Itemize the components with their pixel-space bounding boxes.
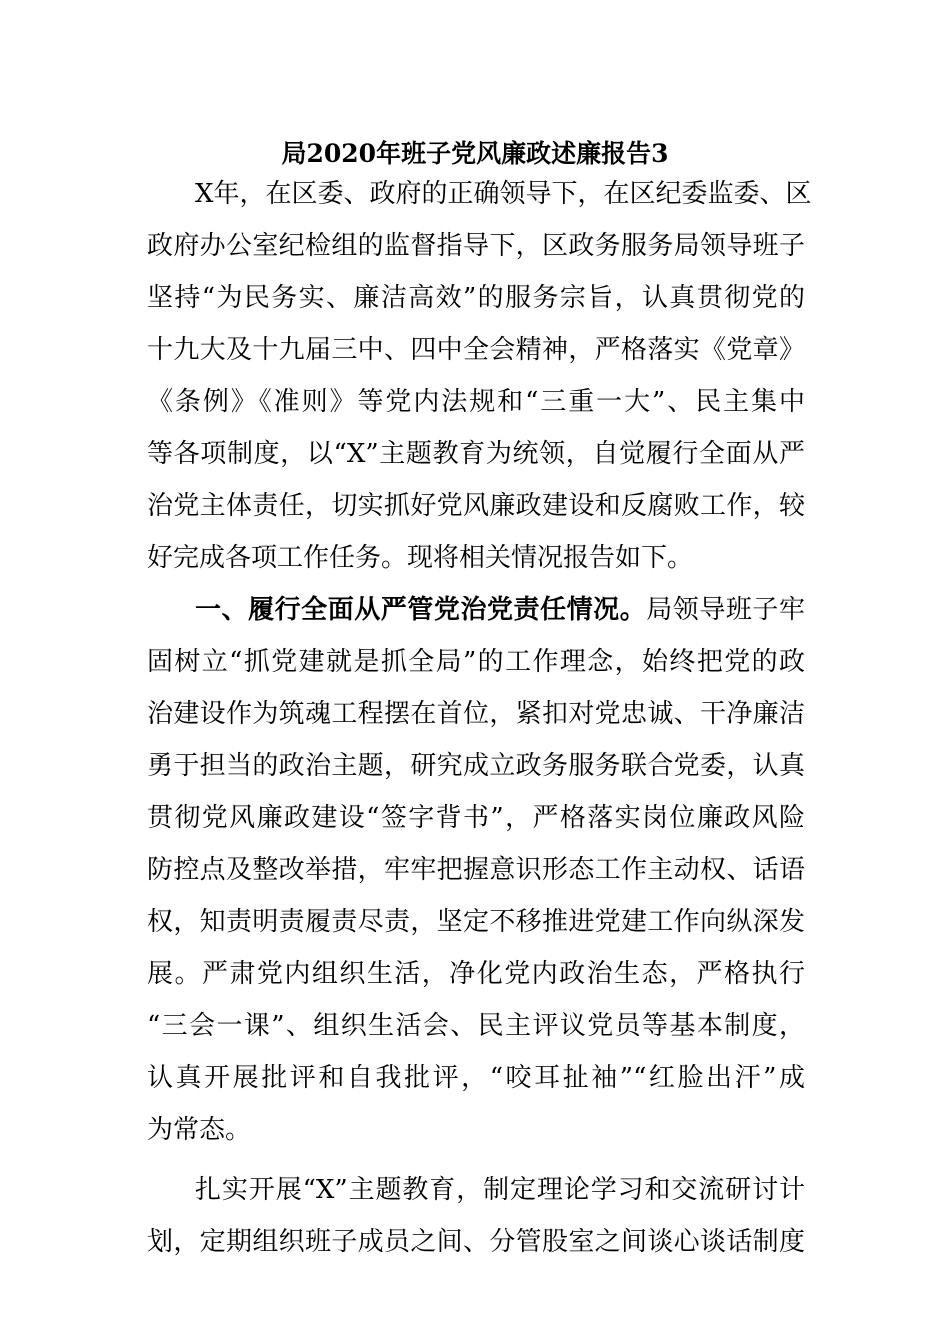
paragraph-line: 好完成各项工作任务。现将相关情况报告如下。 — [147, 543, 694, 573]
paragraph-line: 勇于担当的政治主题，研究成立政务服务联合党委，认真 — [147, 751, 805, 781]
paragraph-line: 治党主体责任，切实抓好党风廉政建设和反腐败工作，较 — [147, 491, 805, 521]
paragraph-line: 权，知责明责履责尽责，坚定不移推进党建工作向纵深发 — [147, 907, 805, 937]
paragraph-line: 固树立“抓党建就是抓全局”的工作理念，始终把党的政 — [147, 647, 805, 677]
paragraph-line: 为常态。 — [147, 1115, 252, 1145]
paragraph-line: 划，定期组织班子成员之间、分管股室之间谈心谈话制度 — [147, 1227, 805, 1257]
document-title: 局2020年班子党风廉政述廉报告3 — [281, 139, 669, 168]
section-heading-line — [195, 584, 805, 636]
paragraph-line: 认真开展批评和自我批评，“咬耳扯袖”“红脸出汗”成 — [147, 1063, 805, 1093]
paragraph-line: 治建设作为筑魂工程摆在首位，紧扣对党忠诚、干净廉洁 — [147, 699, 805, 729]
paragraph-line: 扎实开展“X”主题教育，制定理论学习和交流研讨计 — [195, 1175, 805, 1205]
section-heading: 一、履行全面从严管党治党责任情况。 — [195, 595, 647, 625]
paragraph-line: 十九大及十九届三中、四中全会精神，严格落实《党章》 — [147, 335, 805, 365]
paragraph-line: 防控点及整改举措，牢牢把握意识形态工作主动权、话语 — [147, 855, 805, 885]
paragraph-line: 贯彻党风廉政建设“签字背书”，严格落实岗位廉政风险 — [147, 803, 805, 833]
paragraph-line: 等各项制度，以“X”主题教育为统领，自觉履行全面从严 — [147, 439, 805, 469]
paragraph-line: 政府办公室纪检组的监督指导下，区政务服务局领导班子 — [147, 231, 805, 261]
section-heading-continuation: 局领导班子牢 — [646, 595, 805, 625]
paragraph-line: “三会一课”、组织生活会、民主评议党员等基本制度， — [147, 1011, 805, 1041]
paragraph-line: 《条例》《准则》等党内法规和“三重一大”、民主集中 — [147, 387, 805, 417]
paragraph-line: X年，在区委、政府的正确领导下，在区纪委监委、区 — [195, 179, 812, 209]
paragraph-line: 坚持“为民务实、廉洁高效”的服务宗旨，认真贯彻党的 — [147, 283, 805, 313]
paragraph-line: 展。严肃党内组织生活，净化党内政治生态，严格执行 — [147, 959, 805, 989]
